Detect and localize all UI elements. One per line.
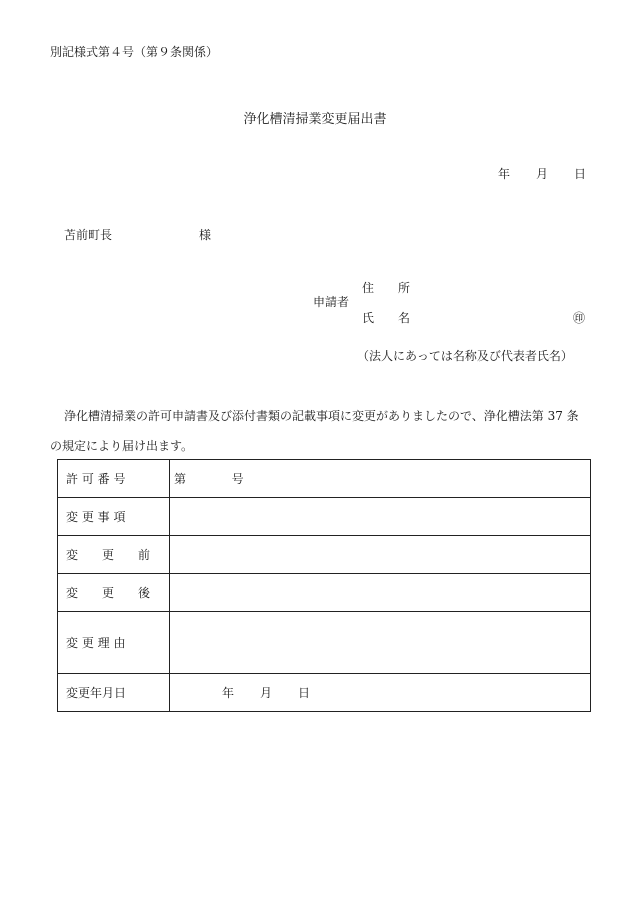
table-row [58, 574, 591, 612]
before-change-field[interactable] [170, 536, 591, 574]
change-date-day: 日 [298, 686, 311, 700]
name-label: 氏名 [362, 311, 435, 325]
seal-mark: ㊞ [573, 311, 586, 325]
permit-number-label: 許 可 番 号 [58, 460, 170, 498]
change-date-label: 変更年月日 [58, 674, 170, 712]
change-date-year: 年 [222, 686, 235, 700]
change-reason-label: 変 更 理 由 [58, 612, 170, 674]
form-number: 別記様式第４号（第９条関係） [50, 45, 219, 59]
date-year-label: 年 [498, 167, 511, 181]
change-item-field[interactable] [170, 498, 591, 536]
corporate-note: （法人にあっては名称及び代表者氏名） [357, 349, 573, 363]
table-row [58, 498, 591, 536]
date-month-label: 月 [536, 167, 549, 181]
change-reason-field[interactable] [170, 612, 591, 674]
applicant-label: 申請者 [313, 295, 350, 309]
form-table [57, 459, 591, 712]
after-change-label: 変 更 後 [58, 574, 170, 612]
addressee-honorific: 様 [199, 228, 212, 242]
change-date-field[interactable] [170, 674, 591, 712]
page-title: 浄化槽清掃業変更届出書 [243, 112, 387, 127]
change-item-label: 変 更 事 項 [58, 498, 170, 536]
permit-number-suffix: 号 [231, 472, 244, 486]
table-row [58, 460, 591, 498]
after-change-field[interactable] [170, 574, 591, 612]
address-label: 住所 [362, 281, 435, 295]
addressee-name: 苫前町長 [64, 228, 113, 242]
before-change-label: 変 更 前 [58, 536, 170, 574]
table-row [58, 536, 591, 574]
body-text-line-2: の規定により届け出ます。 [50, 439, 194, 453]
body-text-line-1: 浄化槽清掃業の許可申請書及び添付書類の記載事項に変更がありましたので、浄化槽法第 37 条 [64, 409, 579, 423]
date-day-label: 日 [574, 167, 587, 181]
permit-number-prefix: 第 [174, 472, 187, 486]
permit-number-field[interactable] [170, 460, 591, 498]
change-date-month: 月 [260, 686, 273, 700]
table-row [58, 674, 591, 712]
table-row [58, 612, 591, 674]
